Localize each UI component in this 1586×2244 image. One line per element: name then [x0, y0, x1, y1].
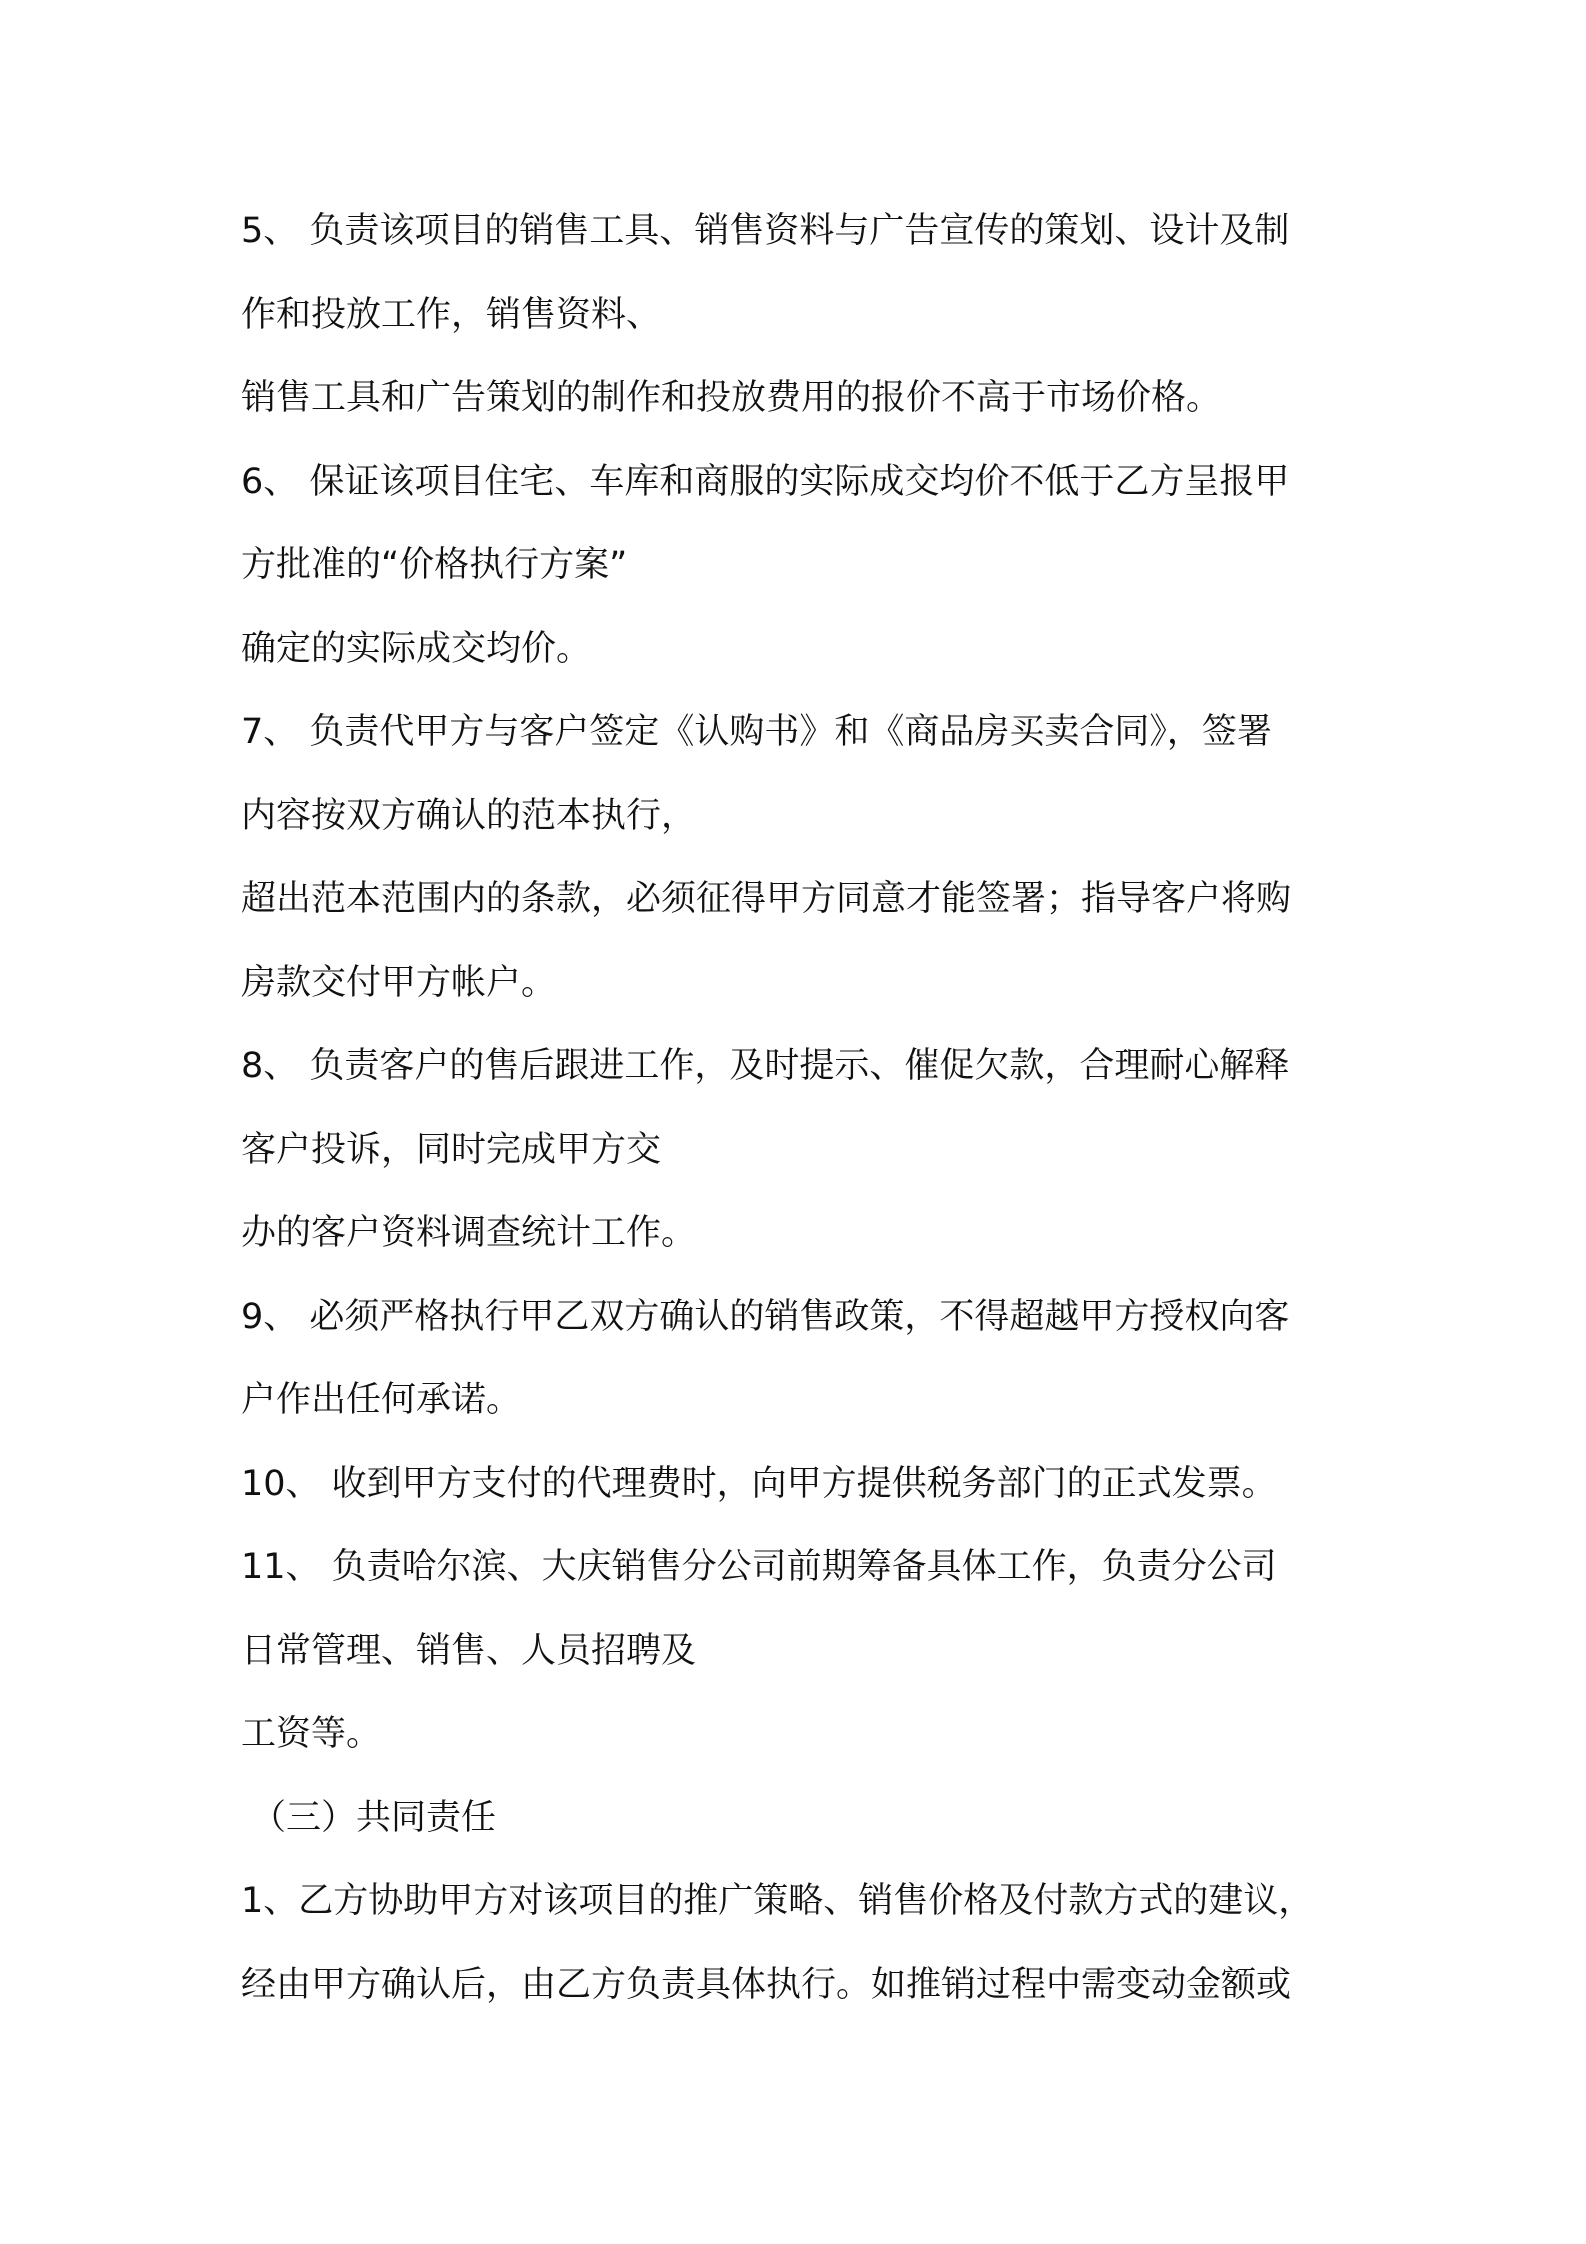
- text-line: 日常管理、销售、人员招聘及: [241, 1630, 697, 1671]
- text-line: 经由甲方确认后，由乙方负责具体执行。如推销过程中需变动金额或: [241, 1964, 1292, 2005]
- text-line: 10、 收到甲方支付的代理费时，向甲方提供税务部门的正式发票。: [241, 1463, 1277, 1504]
- text-line: 工资等。: [241, 1714, 382, 1754]
- text-line: 销售工具和广告策划的制作和投放费用的报价不高于市场价格。: [241, 378, 1222, 418]
- section-heading: （三）共同责任: [251, 1797, 497, 1838]
- text-line: 作和投放工作，销售资料、: [241, 294, 662, 335]
- text-line: 办的客户资料调查统计工作。: [241, 1213, 697, 1253]
- text-line: 房款交付甲方帐户。: [241, 962, 557, 1003]
- text-line: 9、 必须严格执行甲乙双方确认的销售政策，不得超越甲方授权向客: [241, 1296, 1290, 1337]
- text-line: 户作出任何承诺。: [241, 1380, 522, 1420]
- text-line: 超出范本范围内的条款，必须征得甲方同意才能签署；指导客户将购: [241, 879, 1292, 919]
- document-body: [241, 190, 1361, 2027]
- text-line: 7、 负责代甲方与客户签定《认购书》和《商品房买卖合同》，签署: [241, 712, 1272, 752]
- text-line: 6、 保证该项目住宅、车库和商服的实际成交均价不低于乙方呈报甲: [241, 461, 1290, 502]
- text-line: 确定的实际成交均价。: [241, 628, 592, 669]
- text-line: 11、 负责哈尔滨、大庆销售分公司前期筹备具体工作，负责分公司: [241, 1547, 1277, 1587]
- text-line: 客户投诉，同时完成甲方交: [241, 1129, 662, 1170]
- text-line: 8、 负责客户的售后跟进工作，及时提示、催促欠款，合理耐心解释: [241, 1046, 1290, 1086]
- text-line: 5、 负责该项目的销售工具、销售资料与广告宣传的策划、设计及制: [241, 211, 1290, 251]
- text-line: 方批准的“价格执行方案”: [241, 545, 628, 585]
- text-line: 1、乙方协助甲方对该项目的推广策略、销售价格及付款方式的建议，: [241, 1881, 1314, 1921]
- text-line: 内容按双方确认的范本执行，: [241, 795, 697, 836]
